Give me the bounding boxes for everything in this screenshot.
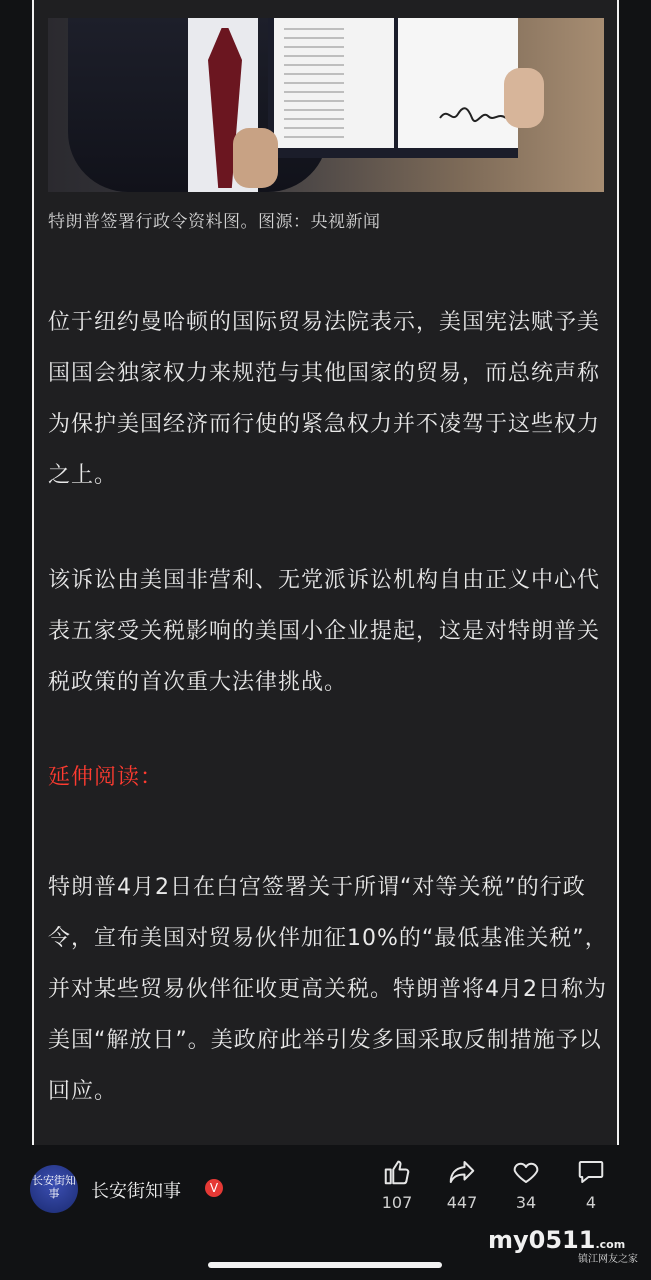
favorite-count: 34 bbox=[515, 1193, 537, 1212]
share-count: 447 bbox=[446, 1193, 478, 1212]
article-paragraph: 该诉讼由美国非营利、无党派诉讼机构自由正义中心代表五家受关税影响的美国小企业提起，这是对特朗普关税政策的首次重大法律挑战。 bbox=[48, 568, 601, 695]
read-more-heading: 延伸阅读： bbox=[48, 765, 164, 790]
like-button[interactable] bbox=[372, 1157, 422, 1212]
article-paragraph: 特朗普4月2日在白宫签署关于所谓“对等关税”的行政令，宣布美国对贸易伙伴加征10%的“最低基准关税”，并对某些贸易伙伴征收更高关税。特朗普将4月2日称为美国“解放日”。美政府此举引发多国采取反制措施予以回应。 bbox=[48, 875, 608, 1104]
like-count: 107 bbox=[381, 1193, 413, 1212]
home-indicator[interactable] bbox=[208, 1262, 442, 1268]
article-photo[interactable] bbox=[48, 18, 604, 192]
author-name[interactable]: 长安街知事 bbox=[91, 1181, 181, 1202]
comment-count: 4 bbox=[585, 1193, 597, 1212]
article-card bbox=[32, 0, 619, 1145]
share-icon bbox=[447, 1157, 477, 1187]
thumbs-up-icon bbox=[382, 1157, 412, 1187]
signature-graphic bbox=[438, 104, 508, 126]
article-paragraph: 位于纽约曼哈顿的国际贸易法院表示，美国宪法赋予美国国会独家权力来规范与其他国家的贸易，而总统声称为保护美国经济而行使的紧急权力并不凌驾于这些权力之上。 bbox=[48, 310, 601, 488]
favorite-button[interactable] bbox=[501, 1157, 551, 1212]
comment-icon bbox=[576, 1157, 606, 1187]
image-caption: 特朗普签署行政令资料图。图源：央视新闻 bbox=[48, 212, 381, 232]
heart-icon bbox=[511, 1157, 541, 1187]
author-avatar[interactable]: 长安街知事 bbox=[30, 1165, 78, 1213]
verified-badge: V bbox=[205, 1179, 223, 1197]
site-watermark: my0511.com 镇江网友之家 bbox=[488, 1226, 638, 1265]
share-button[interactable] bbox=[437, 1157, 487, 1212]
comment-button[interactable] bbox=[566, 1157, 616, 1212]
